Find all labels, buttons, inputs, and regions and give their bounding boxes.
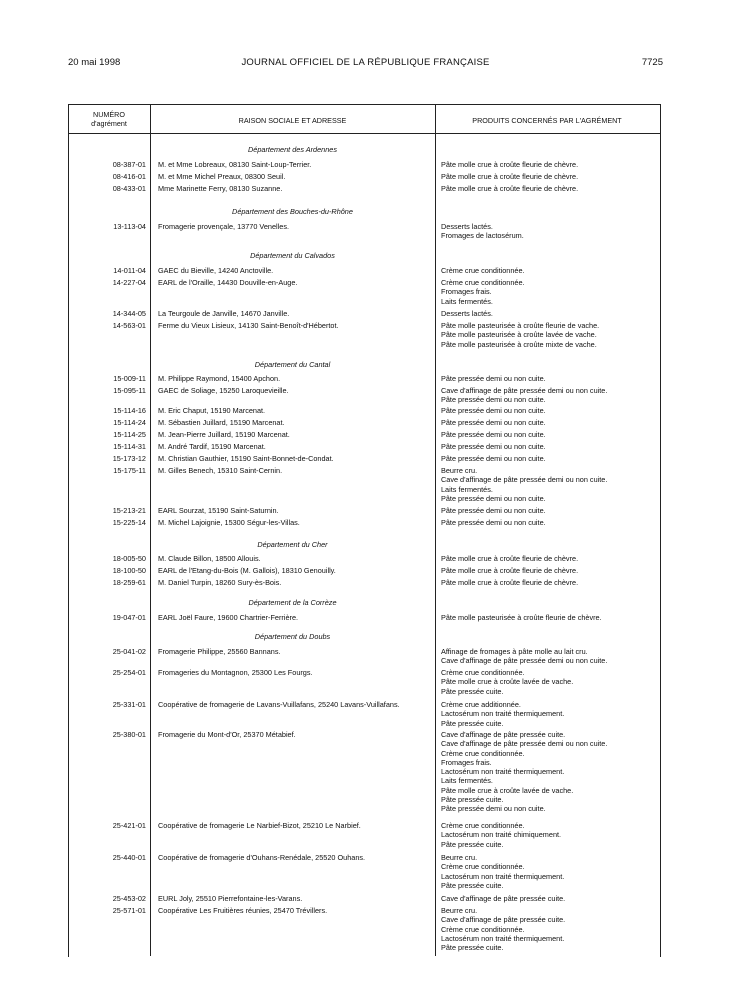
raison-sociale: M. Jean-Pierre Juillard, 15190 Marcenat. xyxy=(158,430,290,439)
column-header-numero-line2: d'agrément xyxy=(91,118,127,128)
journal-title: JOURNAL OFFICIEL DE LA RÉPUBLIQUE FRANÇAISE xyxy=(241,57,490,68)
product-item: Crème crue conditionnée. xyxy=(441,668,525,677)
products-list xyxy=(441,386,656,405)
products-list xyxy=(441,454,656,463)
product-item: Cave d'affinage de pâte pressée cuite. xyxy=(441,894,566,903)
agrement-number: 15-114-24 xyxy=(113,418,146,427)
product-item: Crème crue conditionnée. xyxy=(441,821,525,830)
product-item: Fromages frais. xyxy=(441,757,492,767)
raison-sociale: M. Michel Lajoignie, 15300 Ségur-les-Villas. xyxy=(158,518,300,527)
products-list xyxy=(441,172,656,181)
product-item: Pâte pressée demi ou non cuite. xyxy=(441,395,546,405)
products-list xyxy=(441,430,656,439)
department-heading: Département des Ardennes xyxy=(248,145,337,154)
raison-sociale: Fromagerie provençale, 13770 Venelles. xyxy=(158,222,290,231)
product-item: Fromages de lactosérum. xyxy=(441,231,524,241)
raison-sociale: Coopérative Les Fruitières réunies, 25470 Trévillers. xyxy=(158,906,328,915)
agrement-number: 08-387-01 xyxy=(112,160,146,169)
product-item: Pâte pressée cuite. xyxy=(441,686,504,696)
raison-sociale: Coopérative de fromagerie de Lavans-Vuillafans, 25240 Lavans-Vuillafans. xyxy=(158,700,400,709)
product-item: Crème crue conditionnée. xyxy=(441,748,525,758)
agrement-number: 13-113-04 xyxy=(113,222,146,231)
product-item: Pâte pressée demi ou non cuite. xyxy=(441,518,546,527)
agrement-number: 14-011-04 xyxy=(113,266,146,275)
products-list xyxy=(441,730,656,814)
product-item: Pâte pressée demi ou non cuite. xyxy=(441,430,546,439)
product-item: Desserts lactés. xyxy=(441,309,493,318)
products-list xyxy=(441,554,656,563)
raison-sociale: M. et Mme Lobreaux, 08130 Saint-Loup-Terrier. xyxy=(158,160,312,169)
raison-sociale: EARL de l'Oraille, 14430 Douville-en-Auge. xyxy=(158,278,298,287)
department-heading: Département des Bouches-du-Rhône xyxy=(232,207,353,216)
agrement-number: 25-380-01 xyxy=(112,730,146,739)
products-list xyxy=(441,442,656,451)
agrement-number: 14-344-05 xyxy=(112,309,146,318)
product-item: Cave d'affinage de pâte pressée demi ou non cuite. xyxy=(441,739,608,749)
raison-sociale: Fromagerie du Mont-d'Or, 25370 Métabief. xyxy=(158,730,296,739)
product-item: Beurre cru. xyxy=(441,466,478,475)
products-list xyxy=(441,506,656,515)
product-item: Pâte pressée cuite. xyxy=(441,795,504,805)
agrement-number: 18-005-50 xyxy=(112,554,146,563)
agrement-number: 25-421-01 xyxy=(112,821,146,830)
raison-sociale: Fromageries du Montagnon, 25300 Les Fourgs. xyxy=(158,668,313,677)
product-item: Lactosérum non traité thermiquement. xyxy=(441,871,565,881)
product-item: Pâte pressée demi ou non cuite. xyxy=(441,374,546,383)
product-item: Cave d'affinage de pâte pressée demi ou non cuite. xyxy=(441,656,608,666)
products-list xyxy=(441,184,656,193)
column-header-produits: PRODUITS CONCERNÉS PAR L'AGRÉMENT xyxy=(472,116,622,125)
raison-sociale: M. André Tardif, 15190 Marcenat. xyxy=(158,442,266,451)
agrement-number: 15-213-21 xyxy=(112,506,146,515)
product-item: Cave d'affinage de pâte pressée demi ou non cuite. xyxy=(441,475,608,485)
products-list xyxy=(441,406,656,415)
product-item: Pâte molle crue à croûte fleurie de chèvre. xyxy=(441,172,579,181)
raison-sociale: M. Daniel Turpin, 18260 Sury-ès-Bois. xyxy=(158,578,282,587)
product-item: Beurre cru. xyxy=(441,853,478,862)
product-item: Crème crue additionnée. xyxy=(441,700,521,709)
agrement-number: 18-100-50 xyxy=(112,566,146,575)
column-header-numero-line1: NUMÉRO xyxy=(93,110,125,119)
raison-sociale: Mme Marinette Ferry, 08130 Suzanne. xyxy=(158,184,283,193)
products-list xyxy=(441,374,656,383)
agrement-number: 14-227-04 xyxy=(112,278,146,287)
department-heading: Département du Doubs xyxy=(254,632,331,641)
product-item: Pâte molle pasteurisée à croûte fleurie de chèvre. xyxy=(441,613,602,622)
products-list xyxy=(441,518,656,527)
agrement-number: 25-440-01 xyxy=(112,853,146,862)
product-item: Pâte pressée demi ou non cuite. xyxy=(441,406,546,415)
raison-sociale: La Teurgoule de Janville, 14670 Janville. xyxy=(158,309,290,318)
product-item: Pâte pressée cuite. xyxy=(441,943,504,953)
product-item: Pâte molle crue à croûte lavée de vache. xyxy=(441,677,574,687)
agrement-number: 14-563-01 xyxy=(112,321,146,330)
product-item: Affinage de fromages à pâte molle au lait cru. xyxy=(441,647,588,656)
agrement-number: 18-259-61 xyxy=(112,578,146,587)
product-item: Pâte pressée demi ou non cuite. xyxy=(441,804,546,814)
agrement-number: 15-114-16 xyxy=(113,406,146,415)
raison-sociale: M. Claude Billon, 18500 Allouis. xyxy=(158,554,261,563)
product-item: Pâte pressée demi ou non cuite. xyxy=(441,418,546,427)
products-list xyxy=(441,222,656,241)
product-item: Cave d'affinage de pâte pressée cuite. xyxy=(441,915,566,925)
raison-sociale: GAEC du Bieville, 14240 Anctoville. xyxy=(158,266,274,275)
raison-sociale: Coopérative de fromagerie d'Ouhans-Renédale, 25520 Ouhans. xyxy=(158,853,366,862)
product-item: Cave d'affinage de pâte pressée cuite. xyxy=(441,730,566,739)
raison-sociale: M. Gilles Benech, 15310 Saint-Cernin. xyxy=(158,466,283,475)
products-list xyxy=(441,266,656,275)
products-list xyxy=(441,894,656,903)
product-item: Pâte molle pasteurisée à croûte fleurie de vache. xyxy=(441,321,600,330)
products-list xyxy=(441,278,656,306)
product-item: Pâte molle crue à croûte fleurie de chèvre. xyxy=(441,160,579,169)
product-item: Desserts lactés. xyxy=(441,222,493,231)
product-item: Lactosérum non traité thermiquement. xyxy=(441,933,565,943)
raison-sociale: EURL Joly, 25510 Pierrefontaine-les-Varans. xyxy=(158,894,303,903)
product-item: Pâte molle pasteurisée à croûte mixte de vache. xyxy=(441,339,597,349)
product-item: Pâte pressée demi ou non cuite. xyxy=(441,506,546,515)
raison-sociale: M. Sébastien Juillard, 15190 Marcenat. xyxy=(158,418,285,427)
agrement-number: 15-225-14 xyxy=(112,518,146,527)
product-item: Lactosérum non traité thermiquement. xyxy=(441,709,565,719)
product-item: Fromages frais. xyxy=(441,287,492,297)
product-item: Pâte molle pasteurisée à croûte lavée de vache. xyxy=(441,330,597,340)
product-item: Crème crue conditionnée. xyxy=(441,924,525,934)
agrement-number: 08-433-01 xyxy=(112,184,146,193)
product-item: Cave d'affinage de pâte pressée demi ou non cuite. xyxy=(441,386,608,395)
raison-sociale: EARL de l'Etang-du-Bois (M. Gallois), 18310 Genouilly. xyxy=(158,566,336,575)
product-item: Pâte molle crue à croûte fleurie de chèvre. xyxy=(441,554,579,563)
agrement-number: 08-416-01 xyxy=(112,172,146,181)
raison-sociale: Coopérative de fromagerie Le Narbief-Bizot, 25210 Le Narbief. xyxy=(158,821,361,830)
products-list xyxy=(441,821,656,849)
agrement-number: 25-331-01 xyxy=(112,700,146,709)
agrement-number: 19-047-01 xyxy=(112,613,146,622)
raison-sociale: M. Philippe Raymond, 15400 Apchon. xyxy=(158,374,281,383)
department-heading: Département de la Corrèze xyxy=(248,598,337,607)
product-item: Crème crue conditionnée. xyxy=(441,266,525,275)
product-item: Pâte pressée cuite. xyxy=(441,880,504,890)
column-header-numero xyxy=(68,111,150,128)
agrement-number: 15-114-31 xyxy=(113,442,146,451)
header-date: 20 mai 1998 xyxy=(68,57,121,68)
product-item: Beurre cru. xyxy=(441,906,478,915)
products-list xyxy=(441,160,656,169)
products-list xyxy=(441,906,656,952)
product-item: Lactosérum non traité chimiquement. xyxy=(441,830,562,840)
department-heading: Département du Calvados xyxy=(250,251,335,260)
raison-sociale: GAEC de Soliage, 15250 Laroquevieille. xyxy=(158,386,289,395)
product-item: Laits fermentés. xyxy=(441,296,493,306)
products-list xyxy=(441,613,656,622)
products-list xyxy=(441,466,656,503)
agrement-number: 25-571-01 xyxy=(112,906,146,915)
agrement-number: 25-254-01 xyxy=(112,668,146,677)
product-item: Crème crue conditionnée. xyxy=(441,862,525,872)
products-list xyxy=(441,578,656,587)
product-item: Laits fermentés. xyxy=(441,776,493,786)
agrement-number: 15-009-11 xyxy=(113,374,146,383)
page-number: 7725 xyxy=(641,57,663,68)
products-list xyxy=(441,647,656,666)
product-item: Pâte molle crue à croûte fleurie de chèvre. xyxy=(441,184,579,193)
raison-sociale: Fromagerie Philippe, 25560 Bannans. xyxy=(158,647,281,656)
products-list xyxy=(441,321,656,349)
product-item: Crème crue conditionnée. xyxy=(441,278,525,287)
agrement-number: 15-173-12 xyxy=(112,454,146,463)
raison-sociale: M. et Mme Michel Preaux, 08300 Seuil. xyxy=(158,172,286,181)
product-item: Pâte pressée demi ou non cuite. xyxy=(441,454,546,463)
products-list xyxy=(441,418,656,427)
department-heading: Département du Cantal xyxy=(254,360,331,369)
raison-sociale: EARL Joël Faure, 19600 Chartrier-Ferrière. xyxy=(158,613,299,622)
agrement-number: 25-041-02 xyxy=(112,647,146,656)
raison-sociale: Ferme du Vieux Lisieux, 14130 Saint-Benoît-d'Hébertot. xyxy=(158,321,339,330)
raison-sociale: M. Eric Chaput, 15190 Marcenat. xyxy=(158,406,266,415)
raison-sociale: M. Christian Gauthier, 15190 Saint-Bonnet-de-Condat. xyxy=(158,454,334,463)
product-item: Pâte molle crue à croûte fleurie de chèvre. xyxy=(441,578,579,587)
product-item: Lactosérum non traité thermiquement. xyxy=(441,767,565,777)
products-list xyxy=(441,853,656,890)
products-list xyxy=(441,309,656,318)
department-heading: Département du Cher xyxy=(257,540,328,549)
product-item: Pâte pressée cuite. xyxy=(441,718,504,728)
agrement-number: 15-114-25 xyxy=(113,430,146,439)
product-item: Laits fermentés. xyxy=(441,484,493,494)
agrement-number: 25-453-02 xyxy=(112,894,146,903)
product-item: Pâte pressée demi ou non cuite. xyxy=(441,442,546,451)
products-list xyxy=(441,668,656,696)
agrement-number: 15-175-11 xyxy=(113,466,146,475)
products-list xyxy=(441,700,656,728)
column-header-raison: RAISON SOCIALE ET ADRESSE xyxy=(238,116,347,125)
product-item: Pâte pressée demi ou non cuite. xyxy=(441,493,546,503)
product-item: Pâte molle crue à croûte lavée de vache. xyxy=(441,785,574,795)
column-divider xyxy=(435,104,436,956)
agrement-number: 15-095-11 xyxy=(113,386,146,395)
product-item: Pâte molle crue à croûte fleurie de chèvre. xyxy=(441,566,579,575)
raison-sociale: EARL Sourzat, 15190 Saint-Saturnin. xyxy=(158,506,279,515)
header-divider xyxy=(68,133,660,134)
products-list xyxy=(441,566,656,575)
column-divider xyxy=(150,104,151,956)
product-item: Pâte pressée cuite. xyxy=(441,839,504,849)
